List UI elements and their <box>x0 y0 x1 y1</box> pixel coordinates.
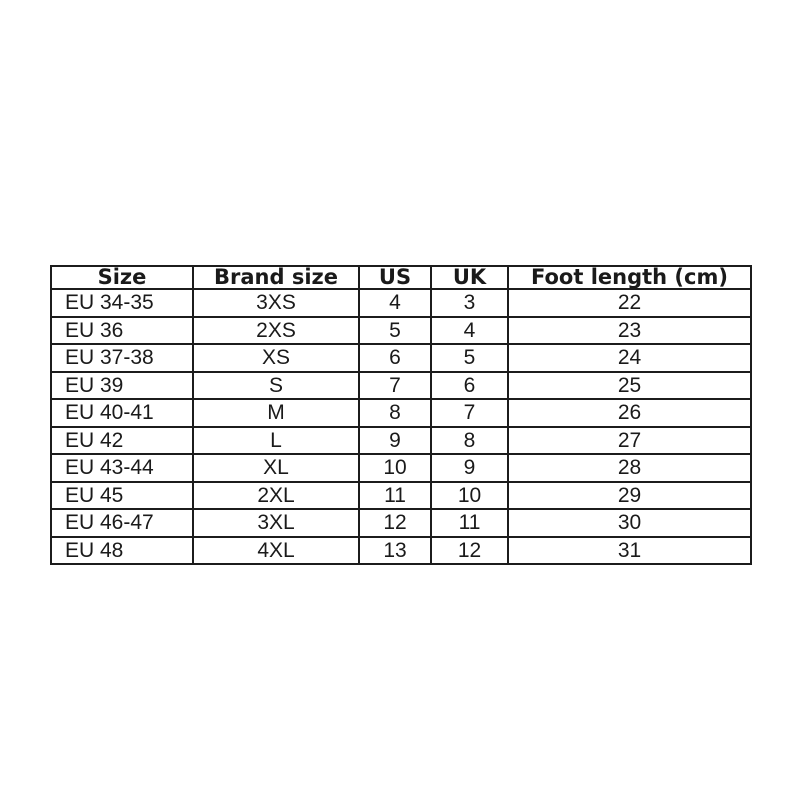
table-cell: 30 <box>508 509 751 537</box>
table-cell: 26 <box>508 399 751 427</box>
table-cell: 3 <box>431 289 508 317</box>
table-cell: 9 <box>431 454 508 482</box>
table-cell: 24 <box>508 344 751 372</box>
table-cell: 6 <box>431 372 508 400</box>
table-cell: EU 40-41 <box>51 399 193 427</box>
header-row <box>51 266 751 289</box>
table-row <box>51 372 751 400</box>
table-cell: 27 <box>508 427 751 455</box>
header-cell: Size <box>51 266 193 289</box>
table-cell: EU 48 <box>51 537 193 565</box>
table-row <box>51 482 751 510</box>
table-cell: 4 <box>359 289 431 317</box>
table-cell: 10 <box>359 454 431 482</box>
table-cell: 11 <box>431 509 508 537</box>
size-chart-table <box>50 265 752 565</box>
table-cell: 2XL <box>193 482 359 510</box>
table-cell: 2XS <box>193 317 359 345</box>
header-cell: Brand size <box>193 266 359 289</box>
table-cell: 11 <box>359 482 431 510</box>
table-cell: S <box>193 372 359 400</box>
table-cell: EU 46-47 <box>51 509 193 537</box>
table-cell: 8 <box>431 427 508 455</box>
table-cell: 4XL <box>193 537 359 565</box>
table-head <box>51 266 751 289</box>
table-row <box>51 399 751 427</box>
table-body <box>51 289 751 564</box>
header-cell: US <box>359 266 431 289</box>
table-cell: EU 37-38 <box>51 344 193 372</box>
table-cell: 3XL <box>193 509 359 537</box>
table-cell: 12 <box>431 537 508 565</box>
table-row <box>51 537 751 565</box>
table-cell: 5 <box>431 344 508 372</box>
table-cell: 7 <box>431 399 508 427</box>
table-row <box>51 289 751 317</box>
table-cell: 25 <box>508 372 751 400</box>
table-cell: M <box>193 399 359 427</box>
table-cell: 6 <box>359 344 431 372</box>
table-cell: EU 34-35 <box>51 289 193 317</box>
table-cell: 12 <box>359 509 431 537</box>
table-cell: 4 <box>431 317 508 345</box>
table-cell: 22 <box>508 289 751 317</box>
header-cell: Foot length (cm) <box>508 266 751 289</box>
table-cell: 29 <box>508 482 751 510</box>
table-cell: XL <box>193 454 359 482</box>
table-cell: 9 <box>359 427 431 455</box>
table-cell: 5 <box>359 317 431 345</box>
table-cell: 7 <box>359 372 431 400</box>
table-cell: 10 <box>431 482 508 510</box>
table-cell: 23 <box>508 317 751 345</box>
header-cell: UK <box>431 266 508 289</box>
table-cell: EU 36 <box>51 317 193 345</box>
table-cell: 31 <box>508 537 751 565</box>
table-row <box>51 317 751 345</box>
table-cell: 13 <box>359 537 431 565</box>
table-cell: EU 39 <box>51 372 193 400</box>
table-row <box>51 454 751 482</box>
table-cell: EU 45 <box>51 482 193 510</box>
table-cell: XS <box>193 344 359 372</box>
table-cell: EU 43-44 <box>51 454 193 482</box>
table-cell: EU 42 <box>51 427 193 455</box>
table-row <box>51 344 751 372</box>
table-row <box>51 509 751 537</box>
table-cell: 28 <box>508 454 751 482</box>
table-cell: L <box>193 427 359 455</box>
table-cell: 3XS <box>193 289 359 317</box>
table-cell: 8 <box>359 399 431 427</box>
table-row <box>51 427 751 455</box>
